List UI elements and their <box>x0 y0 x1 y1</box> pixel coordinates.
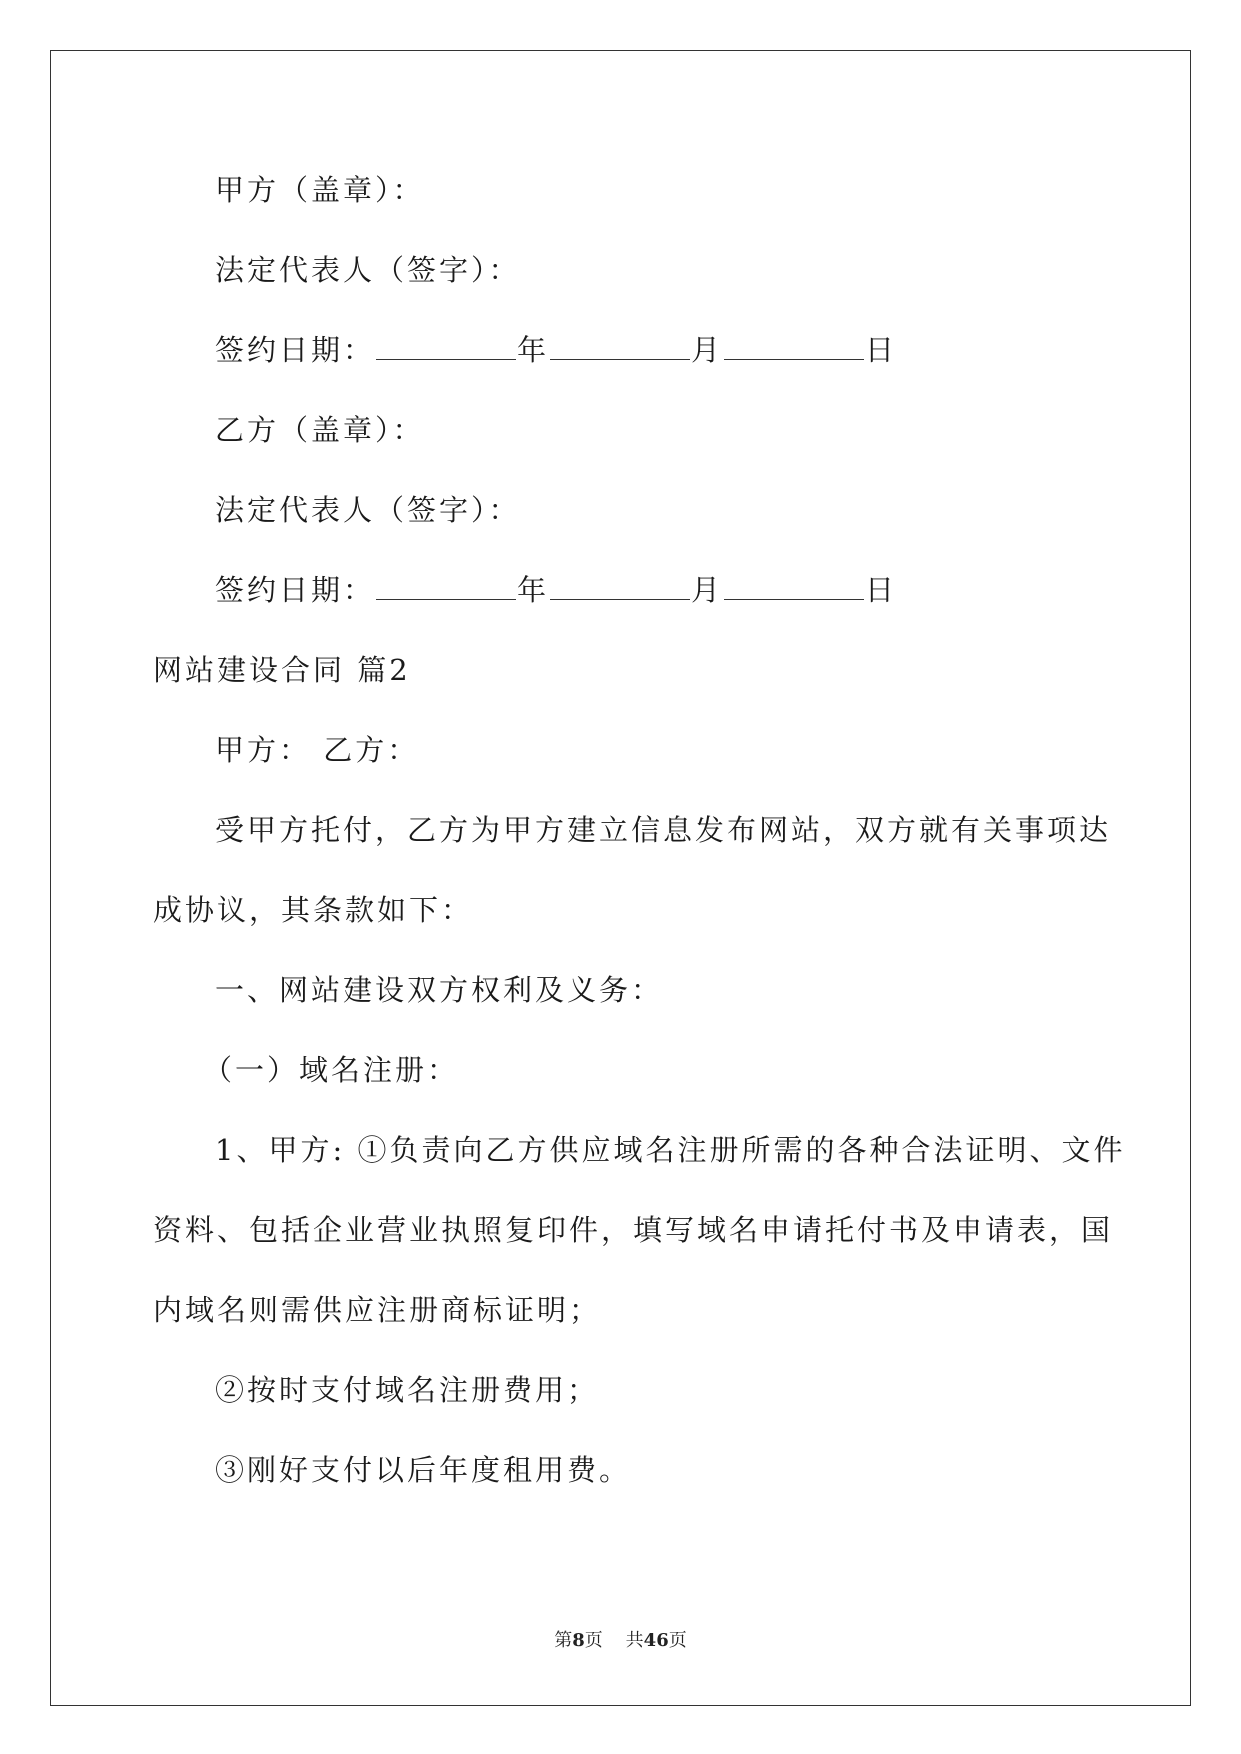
section-heading: 网站建设合同 篇2 <box>153 653 411 687</box>
month-label: 月 <box>691 573 724 607</box>
page-prefix: 第 <box>554 1630 573 1651</box>
date-label: 签约日期： <box>215 573 376 607</box>
page-footer <box>0 1626 1241 1652</box>
year-blank <box>376 331 516 360</box>
month-label: 月 <box>691 333 724 367</box>
paragraph-intro-2: 成协议，其条款如下： <box>153 893 474 927</box>
year-label: 年 <box>517 333 550 367</box>
paragraph-party-a-3: 内域名则需供应注册商标证明； <box>153 1293 602 1327</box>
total-pages: 46 <box>643 1630 669 1651</box>
party-a-seal-line: 甲方（盖章）： <box>215 173 425 207</box>
party-a-date-line <box>215 330 897 370</box>
page-suffix: 页 <box>584 1630 603 1651</box>
year-label: 年 <box>517 573 550 607</box>
day-label: 日 <box>865 333 898 367</box>
party-a-representative-line: 法定代表人（签字）： <box>215 253 521 287</box>
paragraph-item-3: ③刚好支付以后年度租用费。 <box>215 1453 632 1487</box>
paragraph-party-a-1: 1、甲方: ①负责向乙方供应域名注册所需的各种合法证明、文件 <box>215 1133 1126 1167</box>
paragraph-intro-1: 受甲方托付，乙方为甲方建立信息发布网站，双方就有关事项达 <box>215 813 1112 847</box>
total-prefix: 共 <box>625 1630 644 1651</box>
day-blank <box>724 571 864 600</box>
party-b-seal-line: 乙方（盖章）： <box>215 413 425 447</box>
party-b-date-line <box>215 570 897 610</box>
year-blank <box>376 571 516 600</box>
subclause-heading: （一）域名注册： <box>203 1053 460 1087</box>
parties-line: 甲方： 乙方： <box>215 733 420 767</box>
total-suffix: 页 <box>668 1630 687 1651</box>
month-blank <box>550 571 690 600</box>
paragraph-item-2: ②按时支付域名注册费用； <box>215 1373 600 1407</box>
day-blank <box>724 331 864 360</box>
day-label: 日 <box>865 573 898 607</box>
paragraph-party-a-2: 资料、包括企业营业执照复印件，填写域名申请托付书及申请表，国 <box>153 1213 1114 1247</box>
date-label: 签约日期： <box>215 333 376 367</box>
clause-heading: 一、网站建设双方权利及义务： <box>215 973 664 1007</box>
party-b-representative-line: 法定代表人（签字）： <box>215 493 521 527</box>
month-blank <box>550 331 690 360</box>
page-number: 8 <box>572 1630 585 1651</box>
